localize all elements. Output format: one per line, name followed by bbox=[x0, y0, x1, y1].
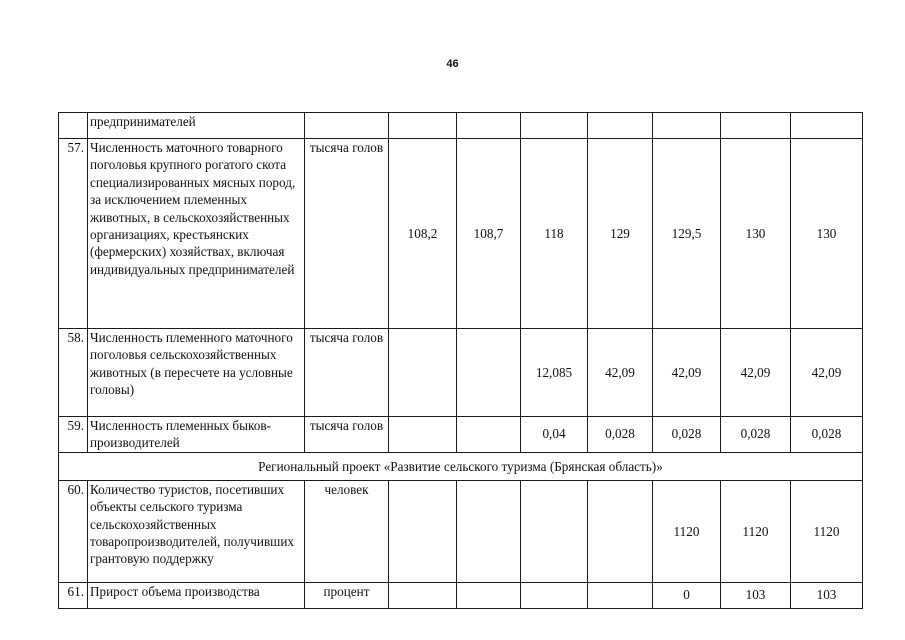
section-title: Региональный проект «Развитие сельского туризма (Брянская область)» bbox=[59, 452, 863, 480]
row-number bbox=[59, 113, 88, 139]
value-cell: 103 bbox=[791, 582, 863, 608]
row-number: 58. bbox=[59, 329, 88, 417]
value-cell bbox=[457, 329, 521, 417]
indicator-name: Количество туристов, посетивших объекты сельского туризма сельскохозяйственных товаропроизводителей, получивших грантовую поддержку bbox=[88, 480, 305, 582]
indicator-name: Численность маточного товарного поголовья крупного рогатого скота специализированных мясных пород, за исключением племенных животных, в сельскохозяйственных организациях, крестьянских (фермерских) хозяйствах, включая индивидуальных предпринимателей bbox=[88, 139, 305, 329]
value-cell: 12,085 bbox=[521, 329, 588, 417]
table-row bbox=[59, 139, 863, 329]
value-cell bbox=[457, 480, 521, 582]
value-cell: 0,028 bbox=[791, 417, 863, 453]
value-cell: 0,04 bbox=[521, 417, 588, 453]
value-cell bbox=[389, 480, 457, 582]
value-cell: 1120 bbox=[653, 480, 721, 582]
table-row bbox=[59, 417, 863, 453]
value-cell bbox=[457, 113, 521, 139]
table-row bbox=[59, 113, 863, 139]
table-row bbox=[59, 480, 863, 582]
indicators-table bbox=[58, 112, 863, 609]
table-row bbox=[59, 329, 863, 417]
unit-cell: тысяча голов bbox=[305, 417, 389, 453]
section-row bbox=[59, 452, 863, 480]
value-cell: 130 bbox=[791, 139, 863, 329]
value-cell bbox=[389, 417, 457, 453]
value-cell bbox=[457, 417, 521, 453]
value-cell: 42,09 bbox=[588, 329, 653, 417]
value-cell: 0,028 bbox=[588, 417, 653, 453]
value-cell bbox=[721, 113, 791, 139]
value-cell: 103 bbox=[721, 582, 791, 608]
table-row bbox=[59, 582, 863, 608]
page-number: 46 bbox=[446, 58, 459, 70]
indicator-name: Численность племенного маточного поголовья сельскохозяйственных животных (в пересчете на условные головы) bbox=[88, 329, 305, 417]
value-cell: 42,09 bbox=[791, 329, 863, 417]
unit-cell: человек bbox=[305, 480, 389, 582]
value-cell: 129,5 bbox=[653, 139, 721, 329]
row-number: 57. bbox=[59, 139, 88, 329]
value-cell: 1120 bbox=[721, 480, 791, 582]
value-cell: 0,028 bbox=[721, 417, 791, 453]
value-cell bbox=[588, 582, 653, 608]
unit-cell: тысяча голов bbox=[305, 139, 389, 329]
indicator-name: Численность племенных быков-производителей bbox=[88, 417, 305, 453]
value-cell: 42,09 bbox=[653, 329, 721, 417]
value-cell bbox=[389, 113, 457, 139]
row-number: 59. bbox=[59, 417, 88, 453]
unit-cell: тысяча голов bbox=[305, 329, 389, 417]
row-number: 60. bbox=[59, 480, 88, 582]
value-cell: 42,09 bbox=[721, 329, 791, 417]
value-cell: 108,7 bbox=[457, 139, 521, 329]
value-cell: 1120 bbox=[791, 480, 863, 582]
value-cell bbox=[389, 329, 457, 417]
value-cell bbox=[457, 582, 521, 608]
row-number: 61. bbox=[59, 582, 88, 608]
value-cell: 108,2 bbox=[389, 139, 457, 329]
value-cell bbox=[521, 582, 588, 608]
value-cell: 118 bbox=[521, 139, 588, 329]
indicator-name: предпринимателей bbox=[88, 113, 305, 139]
value-cell: 129 bbox=[588, 139, 653, 329]
value-cell: 130 bbox=[721, 139, 791, 329]
unit-cell: процент bbox=[305, 582, 389, 608]
value-cell bbox=[791, 113, 863, 139]
value-cell bbox=[653, 113, 721, 139]
value-cell bbox=[521, 113, 588, 139]
unit-cell bbox=[305, 113, 389, 139]
value-cell bbox=[521, 480, 588, 582]
value-cell bbox=[588, 480, 653, 582]
value-cell bbox=[389, 582, 457, 608]
value-cell: 0 bbox=[653, 582, 721, 608]
value-cell: 0,028 bbox=[653, 417, 721, 453]
indicator-name: Прирост объема производства bbox=[88, 582, 305, 608]
table-body bbox=[59, 113, 863, 609]
value-cell bbox=[588, 113, 653, 139]
